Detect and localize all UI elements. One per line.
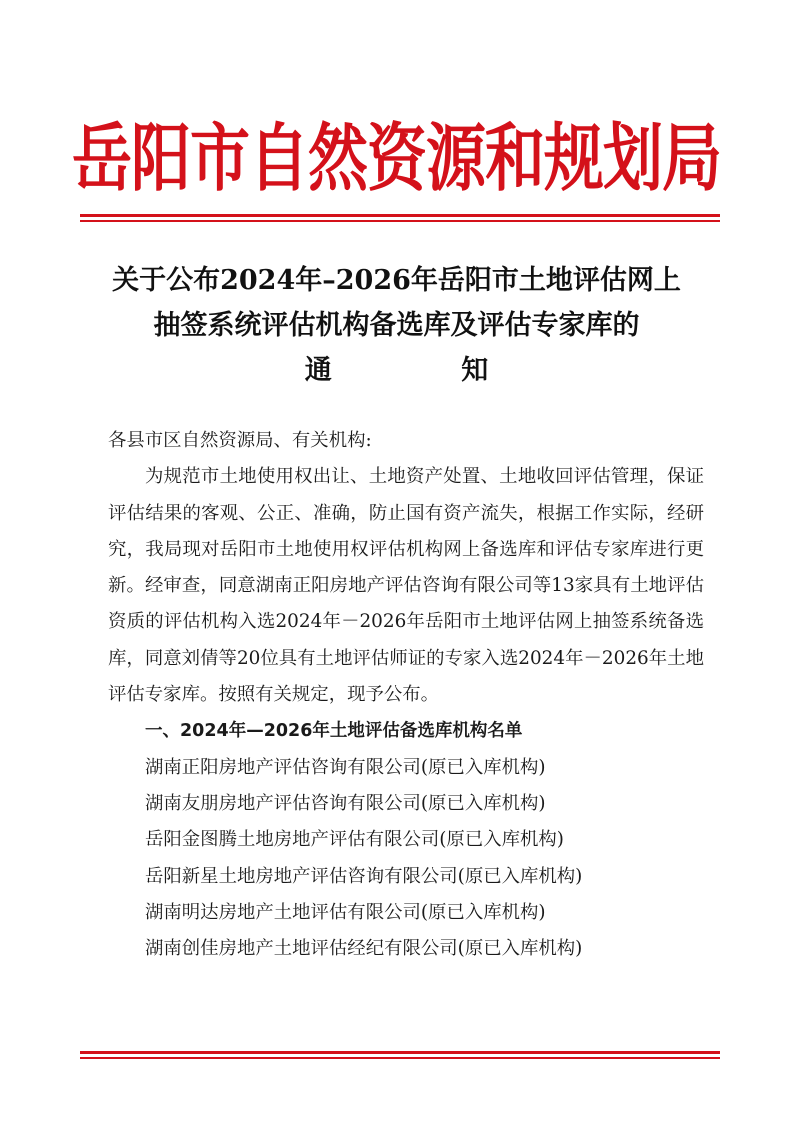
list-item: 湖南正阳房地产评估咨询有限公司(原已入库机构) [145, 756, 546, 778]
footer-rule-thick [80, 1051, 720, 1054]
notice-title [0, 258, 793, 393]
list-item: 湖南创佳房地产土地评估经纪有限公司(原已入库机构) [145, 938, 583, 960]
notice-title-line-3: 通 知 [304, 355, 549, 386]
salutation: 各县市区自然资源局、有关机构: [108, 430, 372, 451]
notice-body [108, 423, 704, 967]
letterhead-rule-thick [80, 214, 720, 217]
body-paragraph: 为规范市土地使用权出让、土地资产处置、土地收回评估管理，保证评估结果的客观、公正、准确，防止国有资产流失，根据工作实际，经研究，我局现对岳阳市土地使用权评估机构网上备选库和评估专家库进行更新。经审查，同意湖南正阳房地产评估咨询有限公司等13家具有土地评估资质的评估机构入选2024年－2026年岳阳市土地评估网上抽签系统备选库，同意刘倩等20位具有土地评估师证的专家入选2024年－2026年土地评估专家库。按照有关规定，现予公布。 [108, 466, 704, 706]
list-item: 岳阳新星土地房地产评估咨询有限公司(原已入库机构) [145, 865, 583, 887]
letterhead-rule-thin [80, 220, 720, 222]
list-item: 湖南明达房地产土地评估有限公司(原已入库机构) [145, 901, 546, 923]
organization-list [108, 750, 704, 968]
footer-rule-thin [80, 1057, 720, 1059]
section-heading-1: 一、2024年—2026年土地评估备选库机构名单 [145, 721, 523, 742]
list-item: 岳阳金图腾土地房地产评估有限公司(原已入库机构) [145, 829, 564, 851]
notice-title-line-1: 关于公布2024年–2026年岳阳市土地评估网上 [112, 265, 681, 296]
notice-title-line-2: 抽签系统评估机构备选库及评估专家库的 [153, 310, 640, 341]
list-item: 湖南友朋房地产评估咨询有限公司(原已入库机构) [145, 792, 546, 814]
agency-letterhead-title: 岳阳市自然资源和规划局 [72, 116, 721, 202]
